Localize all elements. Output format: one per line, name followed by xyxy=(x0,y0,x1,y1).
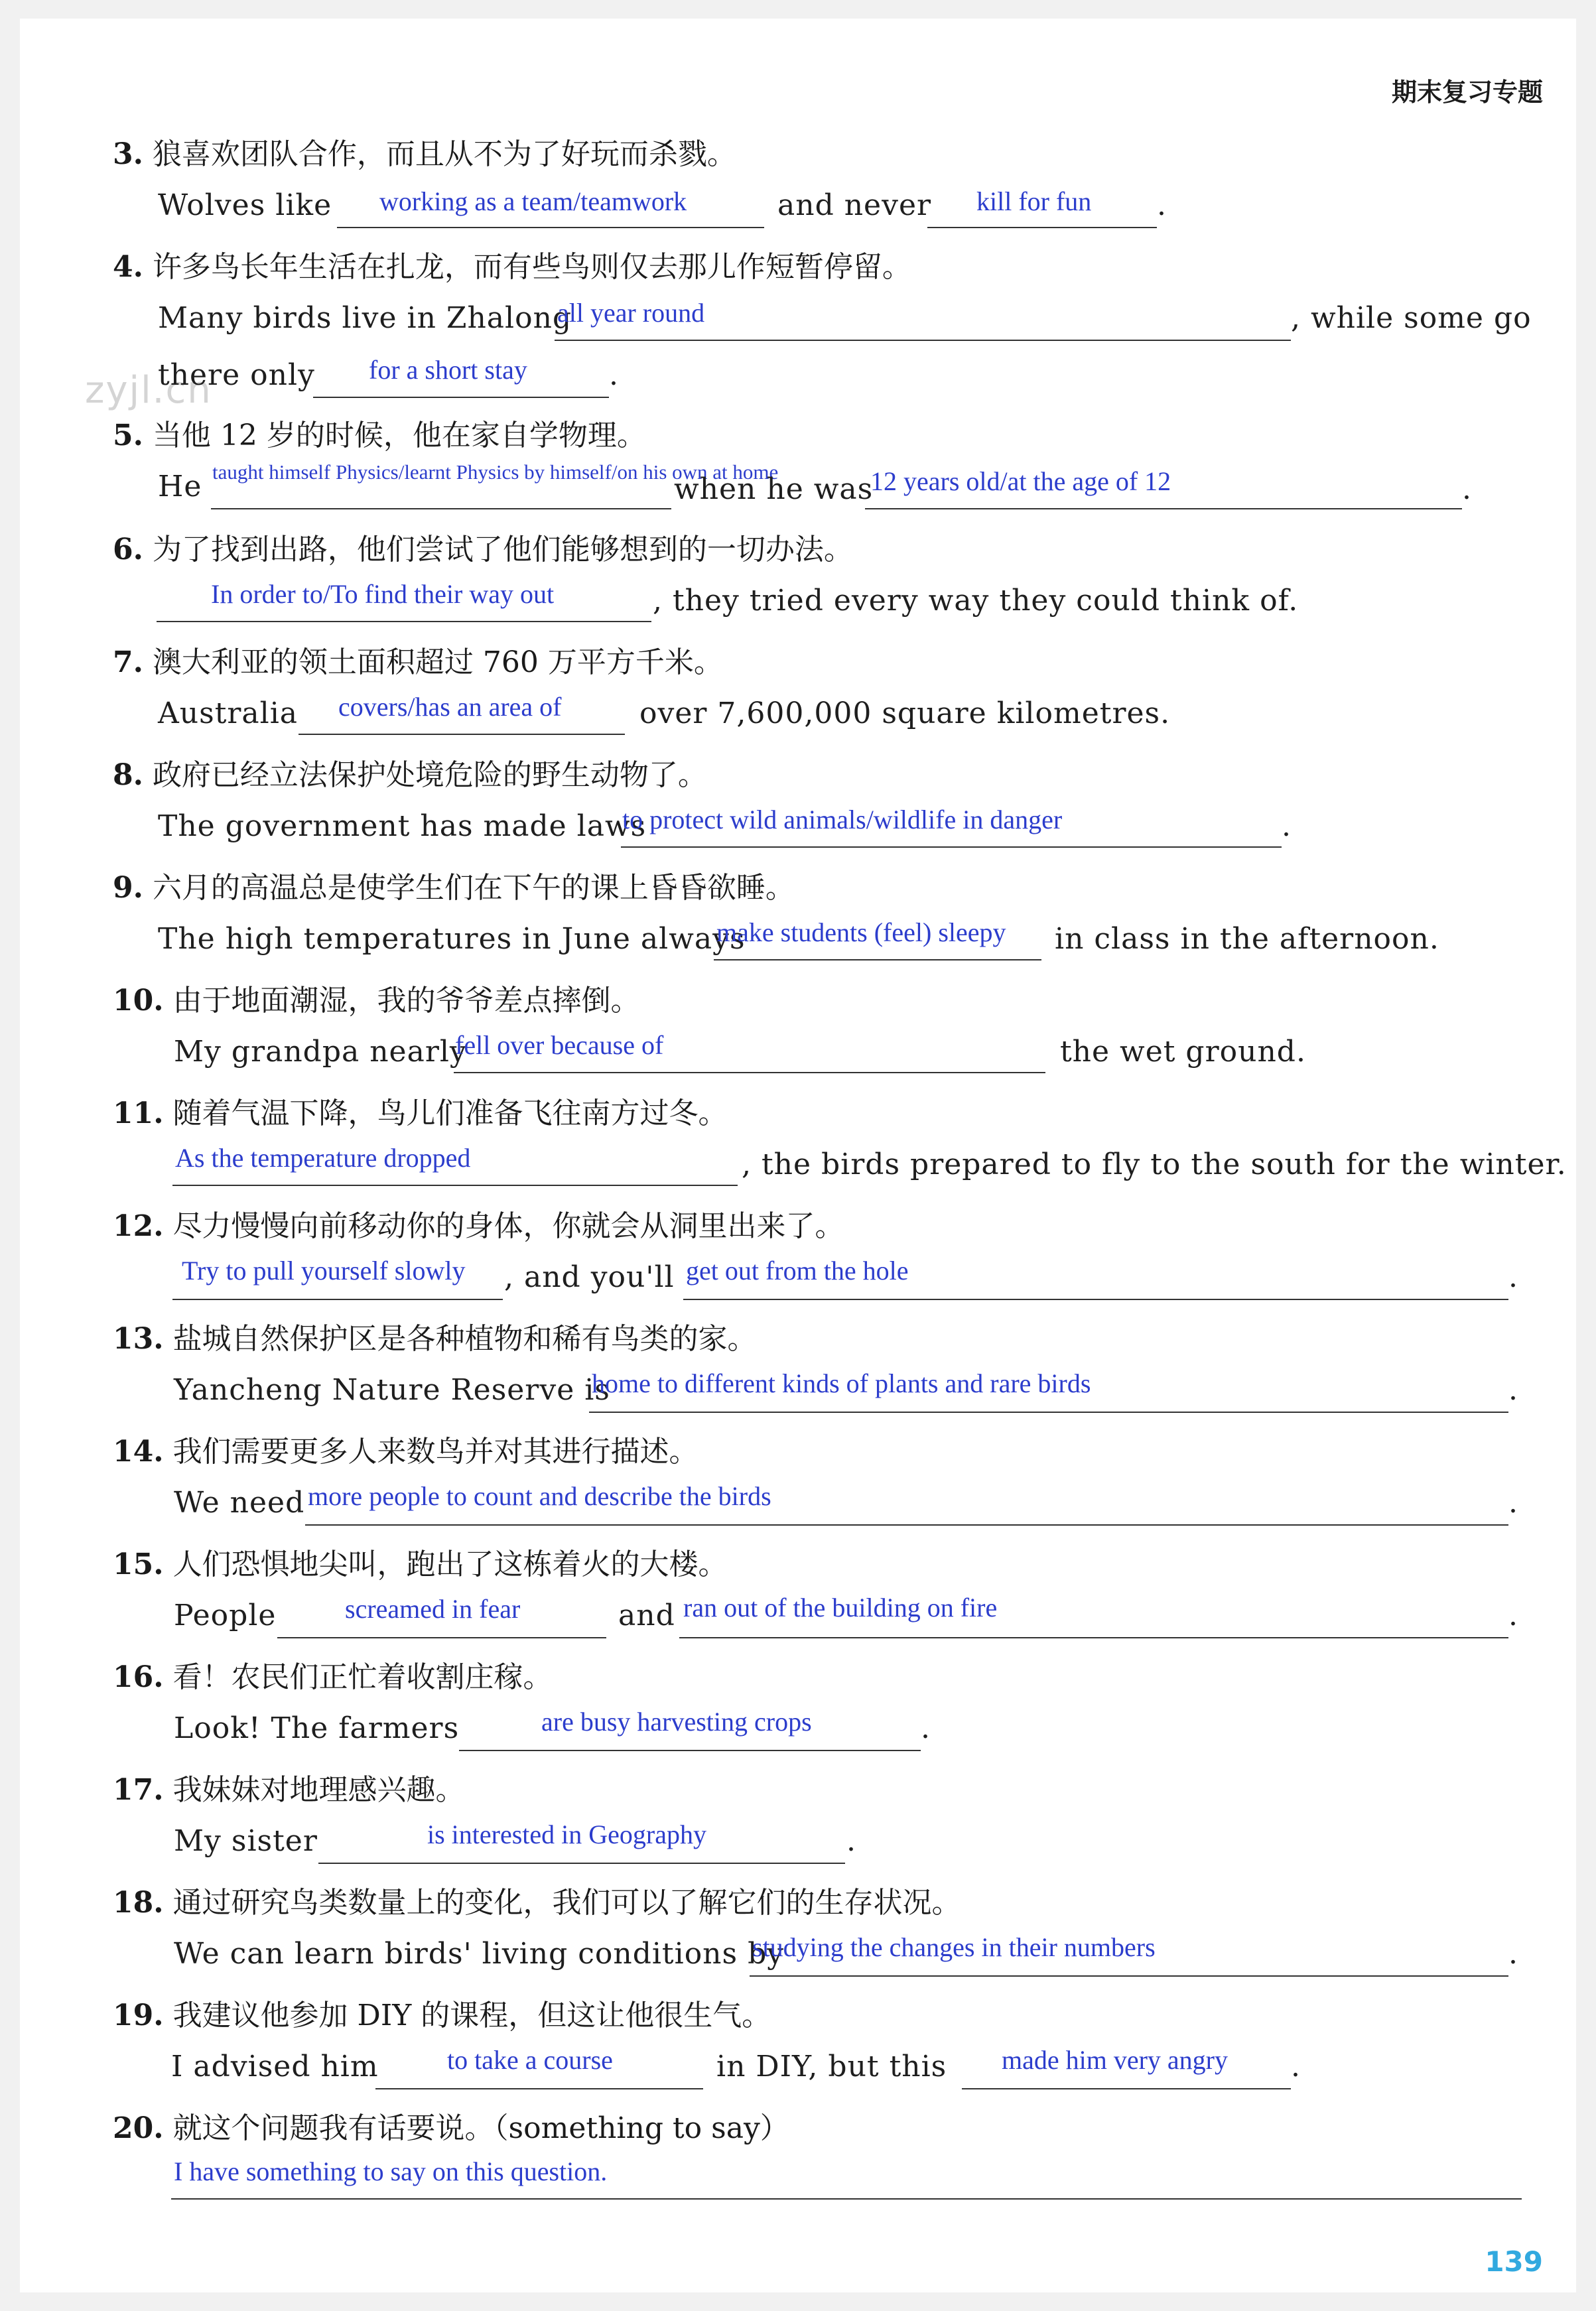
item-4-text: Many birds live in Zhalong xyxy=(158,301,572,335)
item-9-answer-1: make students (feel) sleepy xyxy=(716,917,1006,947)
item-4-chinese xyxy=(113,243,911,285)
item-19-text: in DIY, but this xyxy=(716,2050,947,2083)
item-7-chinese xyxy=(113,638,723,681)
item-number: 10. xyxy=(113,984,164,1018)
item-5-text: . xyxy=(1462,472,1472,506)
item-7-text: Australia xyxy=(158,696,299,730)
item-14-chinese xyxy=(113,1427,698,1470)
watermark: zyjl.cn xyxy=(85,369,212,412)
section-header: 期末复习专题 xyxy=(1391,78,1543,107)
item-3-answer-1: working as a team/teamwork xyxy=(379,186,687,216)
chinese-prompt: 六月的高温总是使学生们在下午的课上昏昏欲睡。 xyxy=(152,871,795,905)
item-9-chinese xyxy=(113,864,795,906)
chinese-prompt: 随着气温下降，鸟儿们准备飞往南方过冬。 xyxy=(172,1096,728,1130)
item-11-text: , the birds prepared to fly to the south for the winter. xyxy=(742,1148,1567,1181)
item-17-chinese xyxy=(113,1766,465,1808)
item-6-answer-1: In order to/To find their way out xyxy=(211,579,555,609)
item-5-text: when he was xyxy=(674,472,874,506)
item-18-answer-1: studying the changes in their numbers xyxy=(752,1932,1156,1962)
item-13-chinese xyxy=(113,1315,757,1357)
item-13-text: Yancheng Nature Reserve is xyxy=(174,1373,610,1407)
chinese-prompt: 政府已经立法保护处境危险的野生动物了。 xyxy=(152,758,707,792)
item-number: 13. xyxy=(113,1322,164,1356)
item-12-text: , and you'll xyxy=(504,1260,675,1294)
chinese-prompt: 看！农民们正忙着收割庄稼。 xyxy=(172,1660,553,1694)
item-15-answer-1: screamed in fear xyxy=(345,1594,521,1624)
chinese-prompt: 狼喜欢团队合作，而且从不为了好玩而杀戮。 xyxy=(152,137,736,171)
item-8-chinese xyxy=(113,751,707,793)
item-10-text: My grandpa nearly xyxy=(174,1035,467,1069)
item-14-text: . xyxy=(1508,1486,1518,1520)
item-number: 3. xyxy=(113,137,143,171)
item-4-answer-2: for a short stay xyxy=(369,355,527,385)
item-6-chinese xyxy=(113,525,853,568)
item-number: 18. xyxy=(113,1886,164,1920)
item-17-text: . xyxy=(846,1824,856,1858)
chinese-prompt: 由于地面潮湿，我的爷爷差点摔倒。 xyxy=(172,984,640,1018)
item-11-chinese xyxy=(113,1089,728,1132)
item-8-answer-1: to protect wild animals/wildlife in danger xyxy=(622,805,1063,834)
item-number: 4. xyxy=(113,250,143,284)
item-3-text: Wolves like xyxy=(158,188,332,222)
chinese-prompt: 就这个问题我有话要说。（something to say） xyxy=(172,2111,789,2145)
chinese-prompt: 人们恐惧地尖叫，跑出了这栋着火的大楼。 xyxy=(172,1548,728,1581)
item-15-text: . xyxy=(1508,1599,1518,1632)
item-number: 17. xyxy=(113,1773,164,1807)
item-8-text: . xyxy=(1282,809,1292,843)
item-12-text: . xyxy=(1508,1260,1518,1294)
item-number: 20. xyxy=(113,2111,164,2145)
item-number: 15. xyxy=(113,1548,164,1581)
item-18-text: We can learn birds' living conditions by xyxy=(174,1937,785,1971)
item-16-text: . xyxy=(921,1711,931,1745)
item-5-text: He xyxy=(158,470,202,503)
item-3-text: . xyxy=(1157,188,1167,222)
item-15-text: and xyxy=(618,1599,675,1632)
item-number: 9. xyxy=(113,871,143,905)
item-18-chinese xyxy=(113,1879,961,1921)
item-3-answer-2: kill for fun xyxy=(976,186,1092,216)
item-number: 12. xyxy=(113,1209,164,1243)
item-5-answer-2: 12 years old/at the age of 12 xyxy=(870,466,1171,496)
item-13-text: . xyxy=(1508,1373,1518,1407)
chinese-prompt: 通过研究鸟类数量上的变化，我们可以了解它们的生存状况。 xyxy=(172,1886,961,1920)
item-12-answer-1: Try to pull yourself slowly xyxy=(182,1256,466,1286)
item-16-answer-1: are busy harvesting crops xyxy=(541,1707,812,1737)
item-9-text: The high temperatures in June always xyxy=(158,922,746,956)
item-number: 16. xyxy=(113,1660,164,1694)
item-number: 6. xyxy=(113,533,143,566)
item-14-answer-1: more people to count and describe the birds xyxy=(308,1481,771,1511)
chinese-prompt: 我建议他参加 DIY 的课程，但这让他很生气。 xyxy=(172,1999,771,2032)
chinese-prompt: 尽力慢慢向前移动你的身体，你就会从洞里出来了。 xyxy=(172,1209,844,1243)
item-17-answer-1: is interested in Geography xyxy=(427,1819,706,1849)
item-3-chinese xyxy=(113,130,736,172)
item-20-chinese xyxy=(113,2104,789,2146)
chinese-prompt: 许多鸟长年生活在扎龙，而有些鸟则仅去那儿作短暂停留。 xyxy=(152,250,911,284)
item-number: 8. xyxy=(113,758,143,792)
item-10-text: the wet ground. xyxy=(1060,1035,1306,1069)
item-3-text: and never xyxy=(777,188,932,222)
item-19-answer-1: to take a course xyxy=(447,2045,613,2075)
item-number: 14. xyxy=(113,1435,164,1469)
item-7-answer-1: covers/has an area of xyxy=(338,692,562,722)
item-5-chinese xyxy=(113,411,646,454)
item-18-text: . xyxy=(1508,1937,1518,1971)
item-15-answer-2: ran out of the building on fire xyxy=(683,1593,998,1622)
item-19-text: I advised him xyxy=(171,2050,379,2083)
item-17-text: My sister xyxy=(174,1824,318,1858)
item-4-text: there only xyxy=(158,358,315,392)
item-number: 5. xyxy=(113,419,143,452)
item-19-answer-2: made him very angry xyxy=(1002,2045,1228,2075)
item-16-text: Look! The farmers xyxy=(174,1711,460,1745)
item-19-chinese xyxy=(113,1991,771,2034)
chinese-prompt: 我们需要更多人来数鸟并对其进行描述。 xyxy=(172,1435,698,1469)
item-4-text: , while some go xyxy=(1291,301,1532,335)
page-number: 139 xyxy=(1485,2245,1543,2278)
item-4-answer-1: all year round xyxy=(557,298,705,328)
item-5-answer-1: taught himself Physics/learnt Physics by himself/on his own at home xyxy=(212,460,779,484)
chinese-prompt: 我妹妹对地理感兴趣。 xyxy=(172,1773,465,1807)
item-number: 7. xyxy=(113,645,143,679)
chinese-prompt: 为了找到出路，他们尝试了他们能够想到的一切办法。 xyxy=(152,533,853,566)
chinese-prompt: 盐城自然保护区是各种植物和稀有鸟类的家。 xyxy=(172,1322,757,1356)
chinese-prompt: 当他 12 岁的时候，他在家自学物理。 xyxy=(152,419,646,452)
item-8-text: The government has made laws xyxy=(158,809,647,843)
item-7-text: over 7,600,000 square kilometres. xyxy=(639,696,1171,730)
item-12-chinese xyxy=(113,1202,844,1244)
item-12-answer-2: get out from the hole xyxy=(686,1256,909,1286)
item-number: 11. xyxy=(113,1096,164,1130)
item-6-text: , they tried every way they could think of. xyxy=(653,584,1299,618)
item-14-text: We need xyxy=(174,1486,305,1520)
item-4-text: . xyxy=(609,358,619,392)
chinese-prompt: 澳大利亚的领土面积超过 760 万平方千米。 xyxy=(152,645,723,679)
item-9-text: in class in the afternoon. xyxy=(1055,922,1439,956)
item-19-text: . xyxy=(1291,2050,1301,2083)
item-11-answer-1: As the temperature dropped xyxy=(175,1143,471,1173)
item-15-chinese xyxy=(113,1540,728,1583)
item-10-answer-1: fell over because of xyxy=(455,1030,664,1060)
item-10-chinese xyxy=(113,976,640,1019)
item-15-text: People xyxy=(174,1599,277,1632)
item-16-chinese xyxy=(113,1653,553,1695)
item-20-answer-1: I have something to say on this question. xyxy=(174,2156,608,2186)
item-number: 19. xyxy=(113,1999,164,2032)
item-13-answer-1: home to different kinds of plants and rare birds xyxy=(592,1368,1091,1398)
